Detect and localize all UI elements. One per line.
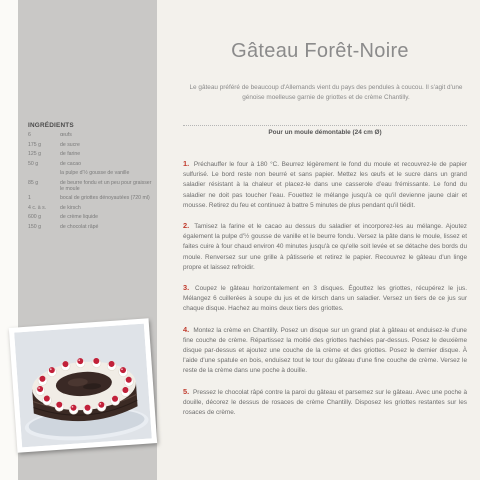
ingredient-row xyxy=(28,161,154,167)
step-text: Préchauffer le four à 180 °C. Beurrez légèrement le fond du moule et recouvrez-le de papier sulfurisé. Le bord reste non beurré et sans papier. Mettez les œufs et le sucre dans un grand saladier résistant à la chaleur et placez-le dans une casserole d'eau frémissante. Le fond du saladier ne doit pas toucher l'eau. Fouettez le mélange jusqu'à ce qu'il devienne jaune clair et mousse. Retirez du feu et continuez à battre 5 minutes de plus pendant qu'il tiédit. xyxy=(183,161,467,209)
ingredient-qty: 175 g xyxy=(28,141,41,148)
ingredients-title: INGRÉDIENTS xyxy=(28,122,74,129)
recipe-step xyxy=(183,283,467,315)
ingredient-name: de beurre fondu et un peu pour graisser le moule xyxy=(60,179,152,192)
step-text: Montez la crème en Chantilly. Posez un disque sur un grand plat à gâteau et enduisez-le d'une fine couche de crème. Répartissez la moitié des griottes hachées par-dessus. Posez le deuxième disque par-dessus et ajoutez une couche de la crème et des griottes. Posez le dernier disque. À l'aide d'une spatule en bois, enduisez tout le tour du gâteau d'une fine couche de crème. Versez le reste de la crème dans une poche à douille. xyxy=(183,326,467,375)
recipe-step xyxy=(183,159,467,211)
step-number: 3. xyxy=(183,283,190,293)
ingredient-qty: 600 g xyxy=(28,214,41,221)
recipe-step xyxy=(183,221,467,273)
ingredient-qty: 150 g xyxy=(28,223,41,230)
step-number: 4. xyxy=(183,324,190,334)
recipe-step xyxy=(183,325,467,377)
ingredient-qty: 85 g xyxy=(28,179,39,186)
ingredient-name: la pulpe d'½ gousse de vanille xyxy=(60,170,130,176)
black-forest-cake-photo-icon xyxy=(14,324,152,448)
ingredient-row xyxy=(28,132,154,138)
ingredient-row xyxy=(28,180,154,193)
mould-title: Pour un moule démontable (24 cm Ø) xyxy=(183,125,467,136)
ingredient-row xyxy=(28,214,154,220)
ingredients-list xyxy=(28,132,154,230)
step-number: 1. xyxy=(183,159,190,168)
ingredient-qty: 4 c. à s. xyxy=(28,204,47,211)
ingredient-qty: 6 xyxy=(28,132,31,138)
recipe-intro: Le gâteau préféré de beaucoup d'Allemands vient du pays des pendules à coucou. Il s'agit d'une génoise moelleuse garnie de griottes et de crème Chantilly. xyxy=(189,84,463,101)
ingredient-row xyxy=(28,205,154,211)
ingredient-name: œufs xyxy=(60,132,72,138)
ingredient-qty: 1 xyxy=(28,195,31,202)
step-text: Tamisez la farine et le cacao au dessus du saladier et incorporez-les au mélange. Ajoutez également la pulpe d'½ gousse de vanille et le beurre fondu. Versez la pâte dans le moule, lissez et faites cuire à four chaud environ 40 minutes jusqu'à ce qu'elle soit levée et se détache des bords du moule. Renversez sur une grille à pâtisserie et retirez le papier. Recouvrez le gâteau d'un linge propre et laissez refroidir. xyxy=(183,223,467,271)
step-text: Pressez le chocolat râpé contre la paroi du gâteau et parsemez sur le gâteau. Avec une poche à douille, décorez le dessus de rosaces de crème Chantilly. Disposez les griottes restantes sur les rosaces de crème. xyxy=(183,388,467,417)
ingredient-qty: 50 g xyxy=(28,160,39,167)
step-number: 2. xyxy=(183,221,190,231)
recipe-title: Gâteau Forêt-Noire xyxy=(231,40,409,62)
cake-photo xyxy=(9,318,157,452)
ingredient-name: bocal de griottes dénoyautées (720 ml) xyxy=(60,195,150,202)
ingredient-row xyxy=(28,151,154,157)
ingredient-name: de sucre xyxy=(60,141,80,148)
ingredient-name: de kirsch xyxy=(60,204,81,211)
ingredient-name: de farine xyxy=(60,151,81,157)
recipe-steps xyxy=(183,159,467,428)
ingredient-row xyxy=(28,170,154,176)
ingredient-row xyxy=(28,195,154,201)
ingredient-name: de crème liquide xyxy=(60,214,99,221)
ingredient-row xyxy=(28,224,154,230)
step-number: 5. xyxy=(183,386,190,396)
step-text: Coupez le gâteau horizontalement en 3 disques. Égouttez les griottes, récupérez le jus. Mélangez 6 cuillerées à soupe du jus et de kirsch dans un saladier. Versez un tiers de ce jus sur chaque disque. Hachez au moins deux tiers des griottes. xyxy=(183,285,467,313)
ingredient-name: de cacao xyxy=(60,160,82,167)
ingredient-qty xyxy=(28,170,60,176)
ingredient-row xyxy=(28,142,154,148)
ingredient-name: de chocolat râpé xyxy=(60,223,99,230)
recipe-step xyxy=(183,387,467,419)
ingredient-qty: 125 g xyxy=(28,151,41,157)
